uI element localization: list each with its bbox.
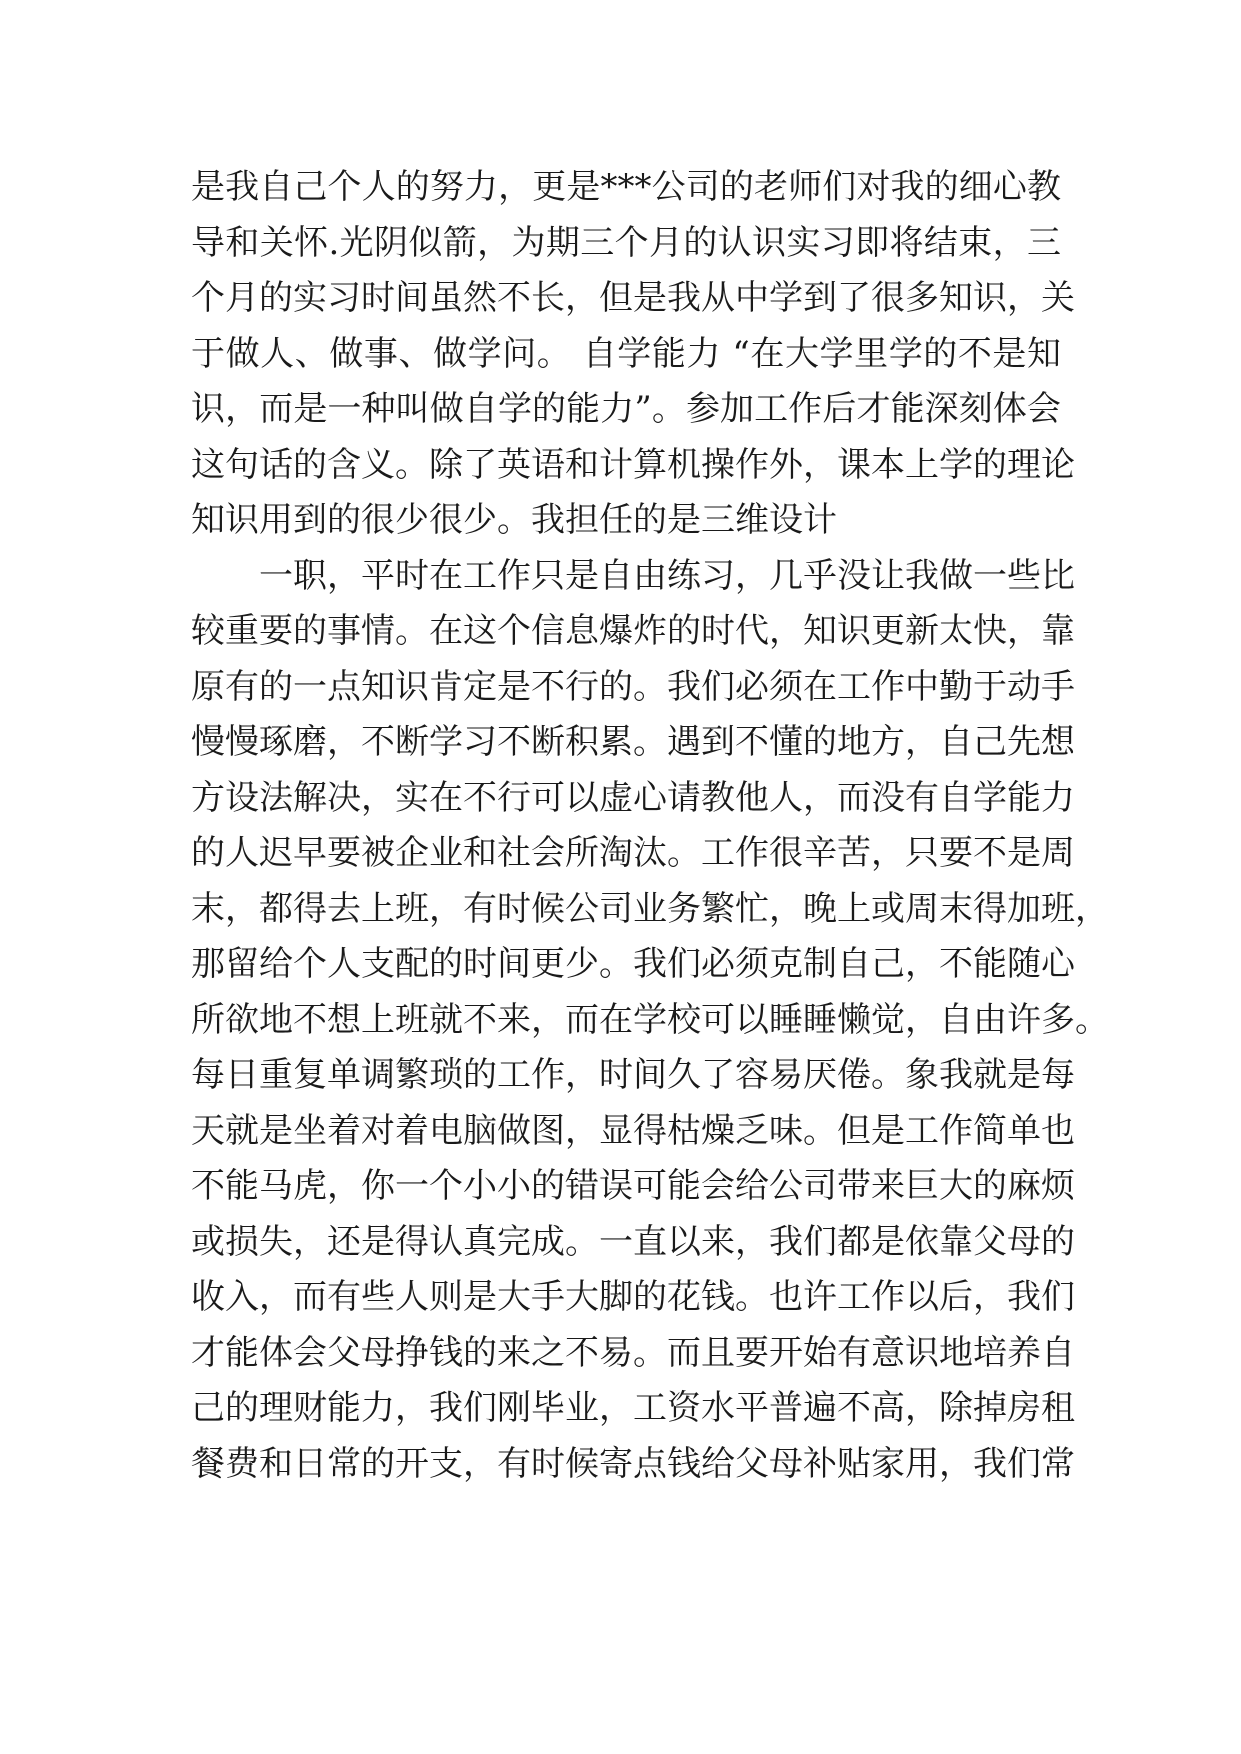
text-line: 或损失，还是得认真完成。一直以来，我们都是依靠父母的	[191, 1221, 1075, 1262]
text-line: 己的理财能力，我们刚毕业，工资水平普遍不高，除掉房租	[191, 1388, 1075, 1428]
text-line: 的人迟早要被企业和社会所淘汰。工作很辛苦，只要不是周	[191, 833, 1075, 873]
text-line: 天就是坐着对着电脑做图，显得枯燥乏味。但是工作简单也	[191, 1110, 1075, 1151]
text-line: 不能马虎，你一个小小的错误可能会给公司带来巨大的麻烦	[191, 1166, 1075, 1206]
text-line: 所欲地不想上班就不来，而在学校可以睡睡懒觉，自由许多。	[191, 999, 1109, 1040]
text-line: 才能体会父母挣钱的来之不易。而且要开始有意识地培养自	[191, 1332, 1075, 1373]
text-line: 慢慢琢磨，不断学习不断积累。遇到不懂的地方，自己先想	[191, 722, 1075, 762]
text-line: 知识用到的很少很少。我担任的是三维设计	[191, 500, 837, 540]
text-line: 较重要的事情。在这个信息爆炸的时代，知识更新太快，靠	[191, 611, 1075, 651]
text-line: 方设法解决，实在不行可以虚心请教他人，而没有自学能力	[191, 777, 1075, 818]
text-line: 导和关怀.光阴似箭，为期三个月的认识实习即将结束，三	[191, 222, 1061, 263]
text-line: 每日重复单调繁琐的工作，时间久了容易厌倦。象我就是每	[191, 1055, 1075, 1095]
text-line: 个月的实习时间虽然不长，但是我从中学到了很多知识，关	[191, 278, 1075, 318]
text-line: 原有的一点知识肯定是不行的。我们必须在工作中勤于动手	[191, 666, 1075, 707]
text-line: 末，都得去上班，有时候公司业务繁忙，晚上或周末得加班，	[191, 888, 1109, 929]
text-line: 收入，而有些人则是大手大脚的花钱。也许工作以后，我们	[191, 1277, 1075, 1317]
text-line: 于做人、做事、做学问。 自学能力 “在大学里学的不是知	[191, 333, 1061, 374]
paragraph-start-line: 一职，平时在工作只是自由练习，几乎没让我做一些比	[259, 555, 1075, 596]
text-line: 是我自己个人的努力，更是***公司的老师们对我的细心教	[191, 167, 1061, 207]
text-line: 餐费和日常的开支，有时候寄点钱给父母补贴家用，我们常	[191, 1443, 1075, 1484]
text-line: 那留给个人支配的时间更少。我们必须克制自己，不能随心	[191, 944, 1075, 984]
text-line: 这句话的含义。除了英语和计算机操作外，课本上学的理论	[191, 444, 1075, 485]
text-line: 识，而是一种叫做自学的能力”。参加工作后才能深刻体会	[191, 389, 1061, 429]
body-text	[191, 160, 1109, 1492]
